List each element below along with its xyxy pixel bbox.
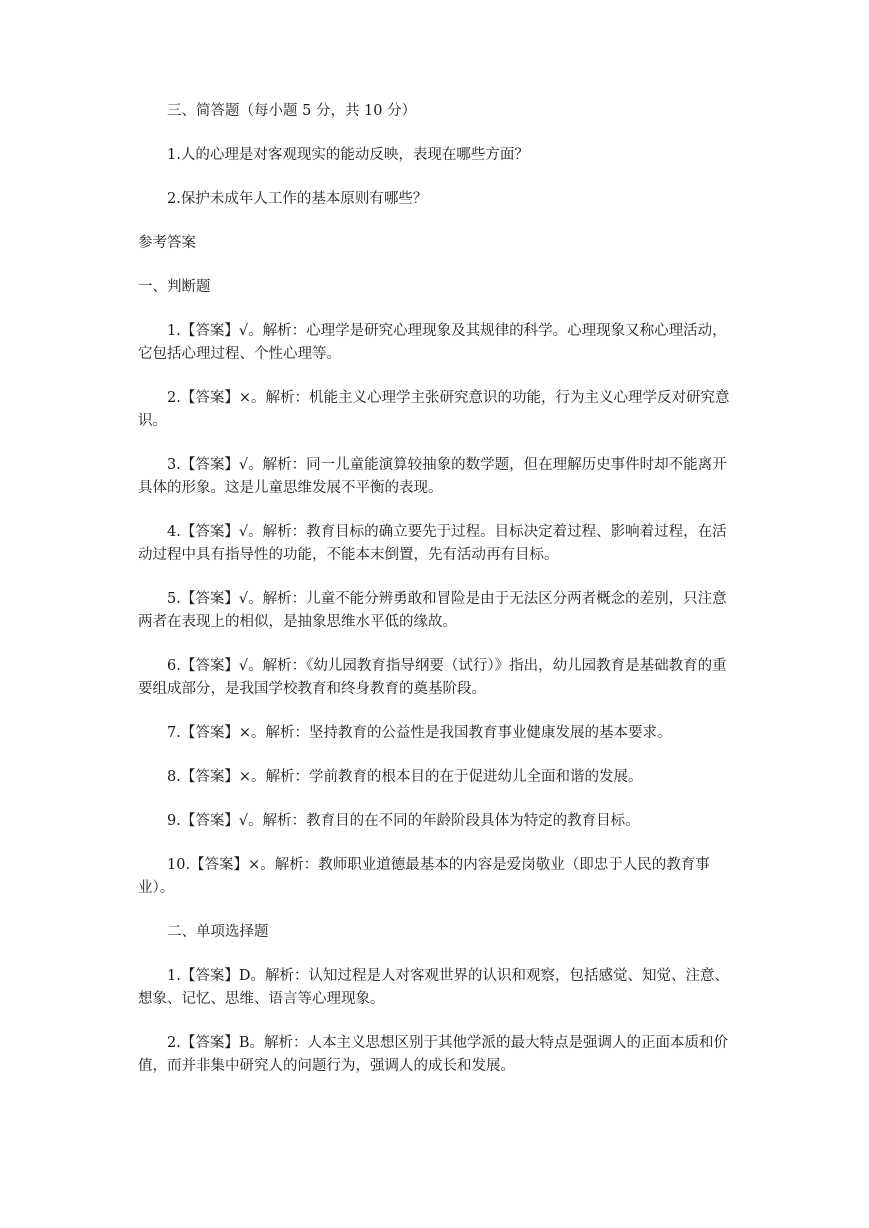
answers-title: 参考答案 [138,235,196,251]
judgement-answer-9: 9.【答案】√。解析：教育目的在不同的年龄阶段具体为特定的教育目标。 [167,813,640,829]
choice-answer-2: 2.【答案】B。解析：人本主义思想区别于其他学派的最大特点是强调人的正面本质和价值，而并非集中研究人的问题行为，强调人的成长和发展。 [138,1035,728,1074]
judgement-answer-7: 7.【答案】×。解析：坚持教育的公益性是我国教育事业健康发展的基本要求。 [167,725,672,741]
judgement-answer-4: 4.【答案】√。解析：教育目标的确立要先于过程。目标决定着过程、影响着过程，在活动过程中具有指导性的功能，不能本末倒置，先有活动再有目标。 [138,524,727,563]
judgement-answer-10: 10.【答案】×。解析：教师职业道德最基本的内容是爱岗敬业（即忠于人民的教育事业）。 [138,857,710,896]
judgement-answer-3: 3.【答案】√。解析：同一儿童能演算较抽象的数学题，但在理解历史事件时却不能离开具体的形象。这是儿童思维发展不平衡的表现。 [138,457,727,496]
short-answer-question-1: 1.人的心理是对客观现实的能动反映，表现在哪些方面？ [167,147,529,163]
choice-answer-1: 1.【答案】D。解析：认知过程是人对客观世界的认识和观察，包括感觉、知觉、注意、想象、记忆、思维、语言等心理现象。 [138,968,729,1007]
part1-heading: 一、判断题 [138,279,211,295]
judgement-answer-1: 1.【答案】√。解析：心理学是研究心理现象及其规律的科学。心理现象又称心理活动，它包括心理过程、个性心理等。 [138,323,727,362]
judgement-answer-6: 6.【答案】√。解析：《幼儿园教育指导纲要（试行）》指出，幼儿园教育是基础教育的重要组成部分，是我国学校教育和终身教育的奠基阶段。 [138,658,727,697]
short-answer-question-2: 2.保护未成年人工作的基本原则有哪些？ [167,191,428,207]
judgement-answer-2: 2.【答案】×。解析：机能主义心理学主张研究意识的功能，行为主义心理学反对研究意识。 [138,390,730,429]
part2-heading: 二、单项选择题 [167,924,269,940]
judgement-answer-5: 5.【答案】√。解析：儿童不能分辨勇敢和冒险是由于无法区分两者概念的差别，只注意两者在表现上的相似，是抽象思维水平低的缘故。 [138,591,727,630]
section3-heading: 三、简答题（每小题 5 分，共 10 分） [167,103,417,119]
judgement-answer-8: 8.【答案】×。解析：学前教育的根本目的在于促进幼儿全面和谐的发展。 [167,769,643,785]
document-content [138,100,738,1099]
